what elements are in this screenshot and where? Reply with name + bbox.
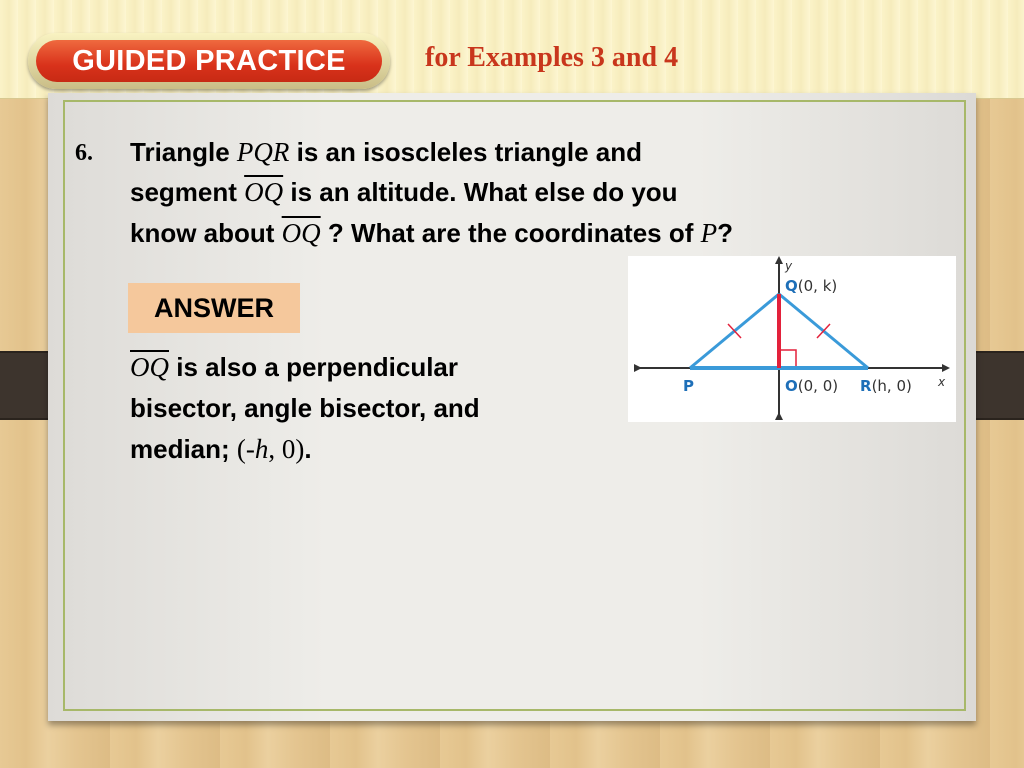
text: is an altitude. What else do you <box>283 177 678 207</box>
coord-h: h <box>254 434 269 464</box>
coord-open: (- <box>236 434 255 464</box>
figure-svg <box>628 256 956 422</box>
label-o <box>785 377 838 395</box>
question-line-3 <box>130 218 733 249</box>
r-letter: R <box>860 377 872 395</box>
q-coords: (0, k) <box>797 277 838 295</box>
question-line-2 <box>130 177 678 208</box>
text: is also a perpendicular <box>169 352 458 382</box>
examples-subtitle: for Examples 3 and 4 <box>425 42 679 73</box>
question-line-1 <box>130 137 642 168</box>
segment-oq: $\overline{OQ}$ <box>244 177 284 207</box>
text: Triangle <box>130 137 237 167</box>
r-coords: (h, 0) <box>871 377 912 395</box>
question-number: 6. <box>75 140 93 166</box>
left-strap <box>0 351 54 420</box>
answer-line-1 <box>130 352 458 383</box>
o-coords: (0, 0) <box>797 377 839 395</box>
x-axis-label: x <box>938 375 946 389</box>
answer-line-2: bisector, angle bisector, and <box>130 393 480 423</box>
text: know about <box>130 218 282 248</box>
text: is an isoscleles triangle and <box>289 137 642 167</box>
label-r <box>860 377 912 395</box>
text: segment <box>130 177 245 207</box>
text: ? <box>717 218 733 248</box>
label-p: P <box>683 377 694 395</box>
answer-line-3 <box>130 434 312 465</box>
coord-close: , 0) <box>268 434 305 464</box>
triangle-figure <box>628 256 956 422</box>
guided-practice-badge: GUIDED PRACTICE <box>36 40 382 82</box>
triangle-name: PQR <box>236 137 290 167</box>
o-letter: O <box>785 377 798 395</box>
text: median; <box>130 434 237 464</box>
label-q <box>785 277 837 295</box>
y-axis-label: y <box>785 259 793 273</box>
segment-oq: $\overline{OQ}$ <box>130 352 169 382</box>
text: . <box>304 434 312 464</box>
point-p: P <box>700 218 718 248</box>
text: ? What are the coordinates of <box>320 218 701 248</box>
q-letter: Q <box>785 277 798 295</box>
answer-label: ANSWER <box>128 283 300 333</box>
right-angle-mark <box>781 350 796 366</box>
segment-oq: $\overline{OQ}$ <box>281 218 321 248</box>
